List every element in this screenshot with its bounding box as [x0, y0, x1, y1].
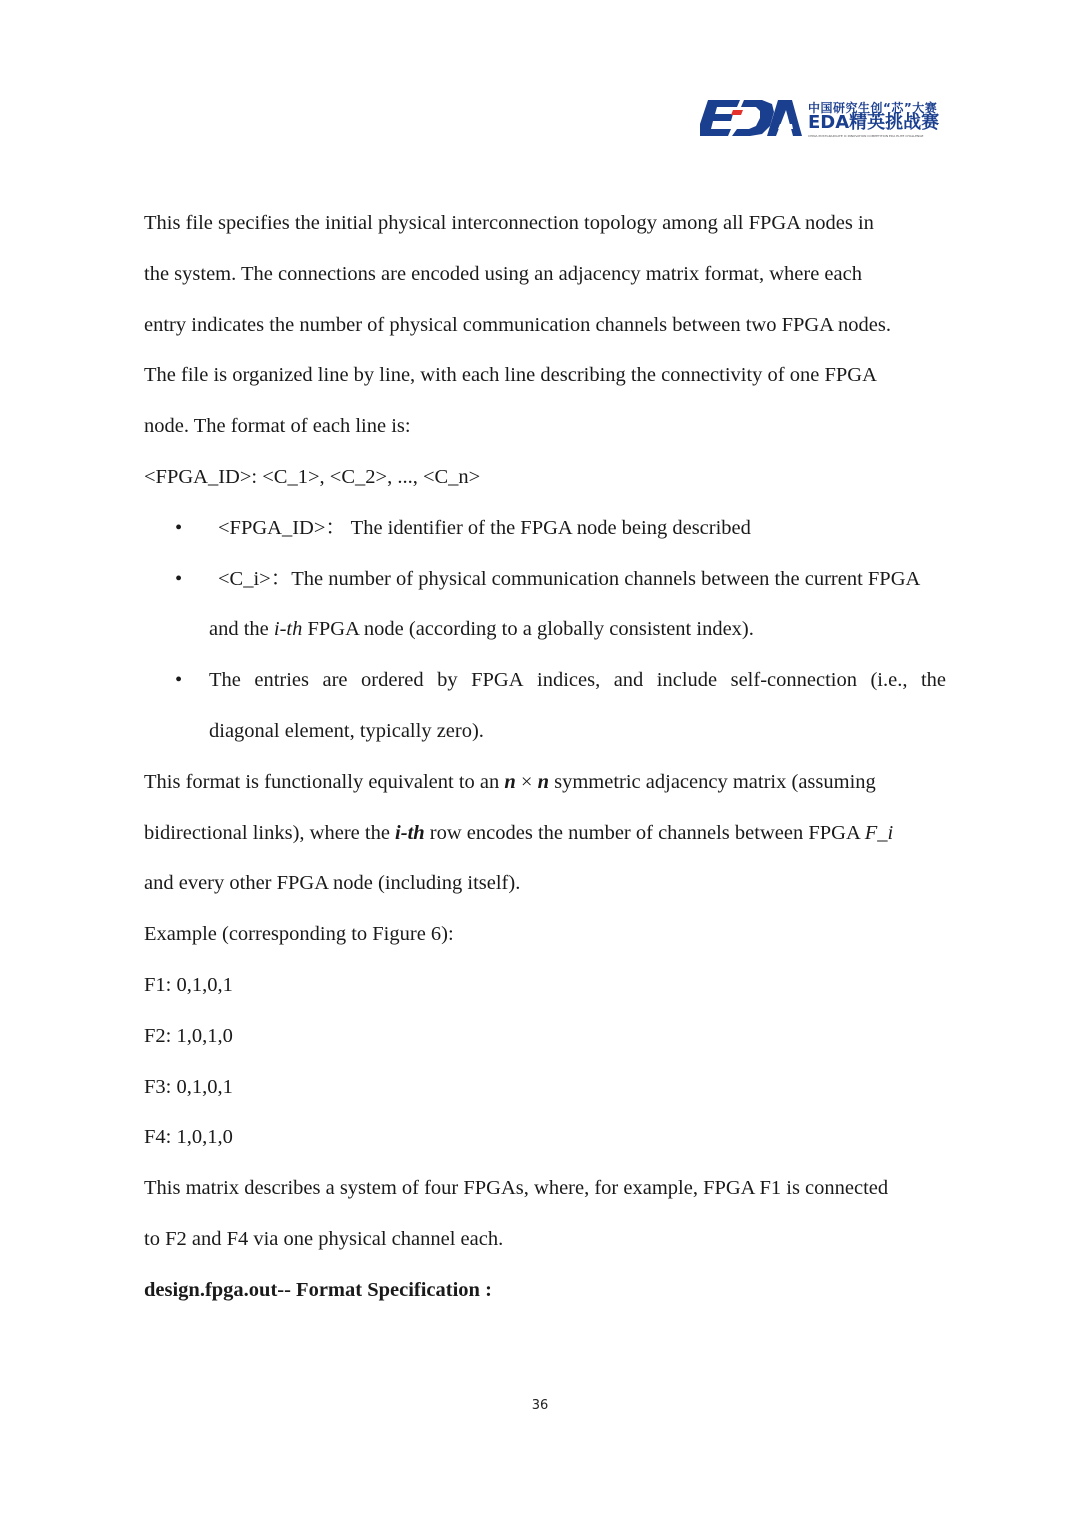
bullet-continuation: diagonal element, typically zero). [209, 719, 484, 742]
paragraph-line: This file specifies the initial physical interconnection topology among all FPGA nodes in [144, 212, 874, 234]
paragraph-line: bidirectional links), where the i-th row encodes the number of channels between FPGA F_i [144, 821, 894, 844]
section-heading: design.fpga.out-- Format Specification : [144, 1278, 492, 1301]
bullet-text: The entries are ordered by FPGA indices, and include self-connection (i.e., the [209, 669, 946, 692]
bullet-icon: • [175, 567, 183, 590]
bullet-icon: • [175, 516, 183, 539]
paragraph-line: This matrix describes a system of four FPGAs, where, for example, FPGA F1 is connected [144, 1177, 889, 1200]
paragraph-line: The file is organized line by line, with each line describing the connectivity of one FPGA [144, 364, 877, 387]
paragraph-line: to F2 and F4 via one physical channel each. [144, 1227, 504, 1250]
matrix-row: F1: 0,1,0,1 [144, 973, 233, 996]
logo-chinese-subtitle: 中国研究生创“芯”大赛 [808, 101, 938, 115]
bullet-text: <C_i>：The number of physical communication channels between the current FPGA [218, 567, 921, 590]
logo-english-caption: CHINA POSTGRADUATE IC INNOVATION COMPETITION EDA ELITE CHALLENGE [808, 134, 924, 138]
matrix-row: F3: 0,1,0,1 [144, 1075, 233, 1098]
page-body [144, 198, 948, 1316]
matrix-row: F2: 1,0,1,0 [144, 1024, 233, 1047]
bullet-item [144, 554, 948, 605]
paragraph-line: This format is functionally equivalent to an n × n symmetric adjacency matrix (assuming [144, 770, 876, 793]
bullet-item [144, 503, 948, 554]
paragraph-line: entry indicates the number of physical communication channels between two FPGA nodes. [144, 313, 891, 336]
paragraph-line: and every other FPGA node (including itself). [144, 872, 521, 895]
eda-logo [700, 98, 950, 140]
bullet-continuation: and the i-th FPGA node (according to a globally consistent index). [209, 618, 754, 641]
eda-logo-mark [700, 98, 804, 138]
paragraph-line: the system. The connections are encoded using an adjacency matrix format, where each [144, 262, 862, 285]
paragraph-line: node. The format of each line is: [144, 415, 411, 438]
matrix-row: F4: 1,0,1,0 [144, 1126, 233, 1149]
bullet-text: <FPGA_ID>： The identifier of the FPGA node being described [218, 516, 751, 539]
bullet-item [144, 655, 948, 706]
page-number: 36 [531, 1398, 549, 1413]
format-line: <FPGA_ID>: <C_1>, <C_2>, ..., <C_n> [144, 465, 481, 488]
logo-chinese-title: EDA精英挑战赛 [808, 112, 940, 133]
bullet-icon: • [175, 669, 183, 692]
example-label: Example (corresponding to Figure 6): [144, 923, 454, 946]
